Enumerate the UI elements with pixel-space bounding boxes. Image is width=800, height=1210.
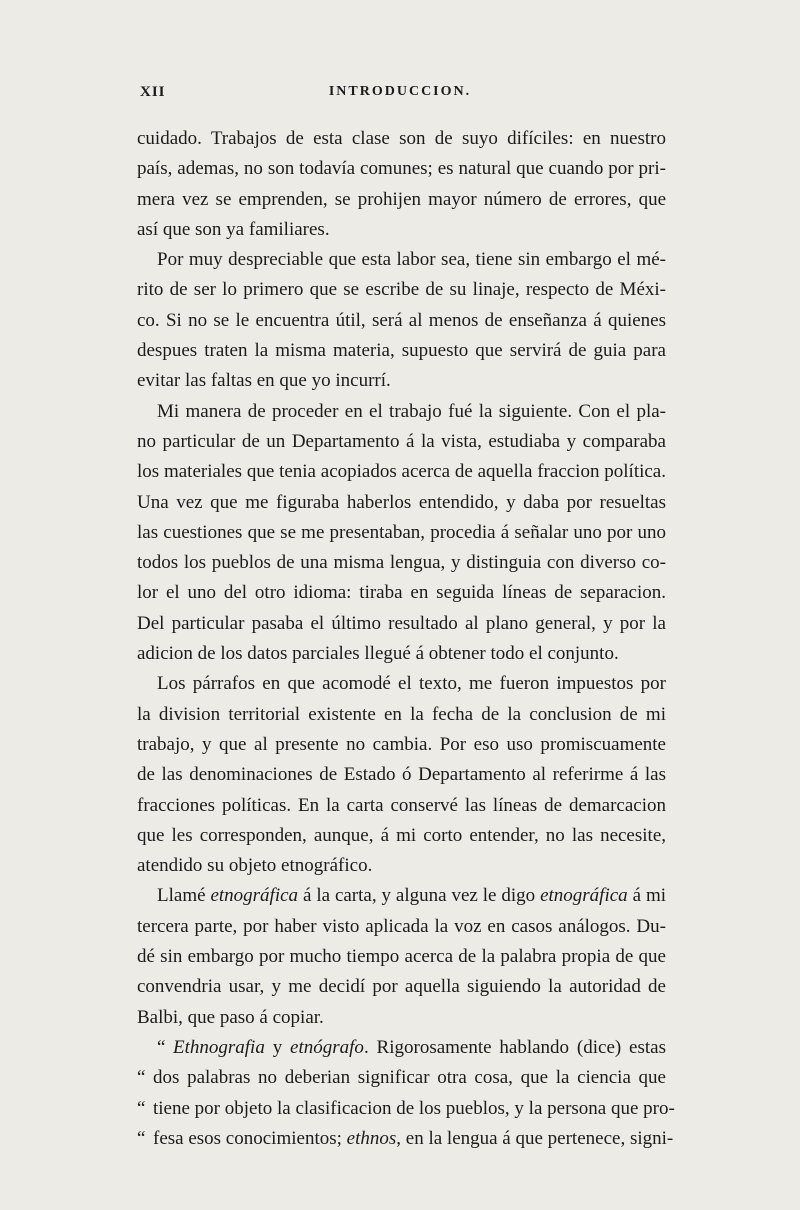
text-line: país, ademas, no son todavía comunes; es natural que cuando por pri- [137,158,666,180]
italic-term: Ethnografia [173,1036,265,1058]
text-line: lor el uno del otro idioma: tiraba en seguida líneas de separacion. [137,582,666,604]
text-line: las cuestiones que se me presentaban, procedia á señalar uno por uno [137,521,666,543]
paragraph-3 [137,397,666,670]
text-line: Balbi, que paso á copiar. [137,1006,324,1028]
paragraph-4 [137,669,666,881]
text-run: , en la lengua á que pertenece, signi- [396,1127,674,1149]
text-line: así que son ya familiares. [137,218,330,240]
text-line: dé sin embargo por mucho tiempo acerca de la palabra propia de que [137,946,666,968]
text-line: mera vez se emprenden, se prohijen mayor número de errores, que [137,188,666,210]
text-line: cuidado. Trabajos de esta clase son de suyo difíciles: en nuestro [137,128,666,149]
text-line [137,1094,675,1124]
text-line: Del particular pasaba el último resultado al plano general, y por la [137,612,666,634]
italic-term: ethnos [346,1127,397,1149]
text-run: á la carta, y alguna vez le digo [298,885,541,907]
text-line: co. Si no se le encuentra útil, será al menos de enseñanza á quienes [137,309,666,331]
text-run: . Rigorosamente hablando (dice) estas [363,1036,666,1058]
italic-term: etnográfica [210,885,299,907]
quote-mark: “ [157,1036,166,1058]
text-line: Mi manera de proceder en el trabajo fué la siguiente. Con el pla- [157,400,666,422]
text-line: adicion de los datos parciales llegué á obtener todo el conjunto. [137,643,619,665]
text-line: de las denominaciones de Estado ó Departamento al referirme á las [137,764,666,786]
text-run: fesa esos conocimientos; [153,1127,347,1149]
text-line: que les corresponden, aunque, á mi corto entender, no las necesite, [137,824,666,846]
text-line: trabajo, y que al presente no cambia. Por eso uso promiscuamente [137,733,666,755]
text-line: tercera parte, por haber visto aplicada la voz en casos análogos. Du- [137,915,666,937]
page-header [0,84,800,108]
text-line: evitar las faltas en que yo incurrí. [137,370,391,392]
text-line: fracciones políticas. En la carta conservé las líneas de demarcacion [137,794,666,816]
text-run: dos palabras no deberian significar otra cosa, que la ciencia que [153,1067,666,1089]
text-line: rito de ser lo primero que se escribe de su linaje, respecto de Méxi- [137,279,666,301]
page-number: XII [140,84,166,100]
quote-mark: “ [137,1127,146,1149]
text-line: no particular de un Departamento á la vista, estudiaba y comparaba [137,430,666,452]
quote-mark: “ [137,1097,146,1119]
text-line [137,1124,674,1154]
text-line: Una vez que me figuraba haberlos entendido, y daba por resueltas [137,491,666,513]
paragraph-2 [137,245,666,396]
text-line: Los párrafos en que acomodé el texto, me fueron impuestos por [157,673,666,695]
text-line: convendria usar, y me decidí por aquella siguiendo la autoridad de [137,976,666,998]
quote-mark: “ [137,1067,146,1089]
text-line: Por muy despreciable que esta labor sea, tiene sin embargo el mé- [157,249,666,271]
paragraph-1 [137,124,666,245]
text-line: despues traten la misma materia, supuesto que servirá de guia para [137,340,666,362]
paragraph-5 [137,881,666,1032]
text-line: todos los pueblos de una misma lengua, y distinguia con diverso co- [137,552,666,574]
quotation [137,1033,675,1154]
italic-term: etnógrafo [290,1036,364,1058]
text-line: atendido su objeto etnográfico. [137,855,373,877]
running-head: INTRODUCCION. [328,84,472,99]
text-run: tiene por objeto la clasificacion de los pueblos, y la persona que pro- [153,1097,675,1119]
body-text [137,124,675,1154]
text-line: los materiales que tenia acopiados acerca de aquella fraccion política. [137,461,666,483]
text-line [137,1063,666,1093]
text-run: Llamé [157,885,211,907]
text-line: la division territorial existente en la fecha de la conclusion de mi [137,703,666,725]
text-run: á mi [627,885,667,907]
text-line [137,881,666,911]
text-run: y [264,1036,291,1058]
text-line [137,1033,666,1063]
italic-term: etnográfica [540,885,628,907]
